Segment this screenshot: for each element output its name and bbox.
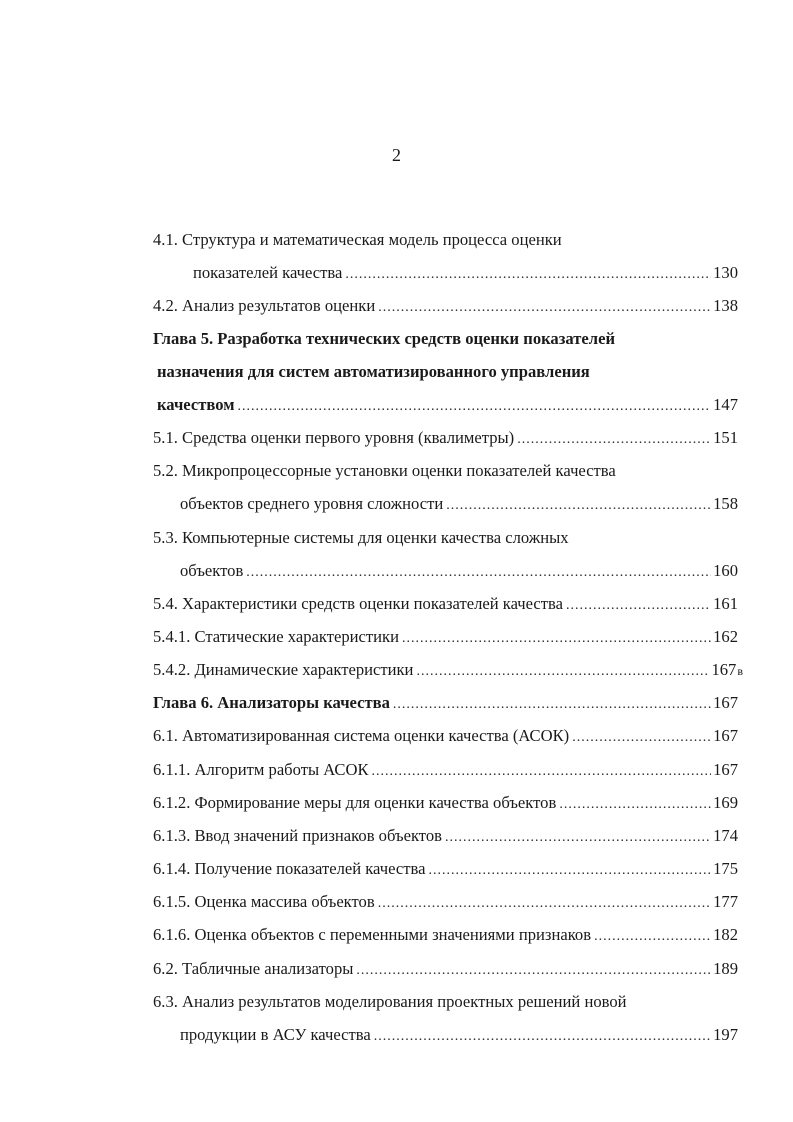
toc-page-number: 189 <box>713 959 738 978</box>
toc-page-number: 167 <box>713 693 738 712</box>
toc-entry-title: 5.4.1. Статические характеристики <box>153 627 399 646</box>
toc-entry-title: 5.4. Характеристики средств оценки показателей качества <box>153 594 564 613</box>
dot-leader <box>378 296 711 318</box>
dot-leader <box>572 726 711 748</box>
page-number: 2 <box>392 145 401 165</box>
page-annotation-mark: в <box>737 664 743 678</box>
toc-page-number: 177 <box>713 892 738 911</box>
toc-page-number: 182 <box>713 925 738 944</box>
dot-leader <box>416 660 709 682</box>
toc-chapter-5-line1: Глава 5. Разработка технических средств оценки показателей <box>153 329 616 348</box>
toc-page-number: 158 <box>713 494 738 513</box>
dot-leader <box>517 428 711 450</box>
toc-entry-4-1[interactable] <box>193 261 738 285</box>
dot-leader <box>374 1025 711 1047</box>
toc-entry-title: 6.1.3. Ввод значений признаков объектов <box>153 826 442 845</box>
toc-entry-title: Глава 6. Анализаторы качества <box>153 693 390 712</box>
toc-entry-title: 6.1.4. Получение показателей качества <box>153 859 426 878</box>
toc-page-number: 175 <box>713 859 738 878</box>
toc-entry-5-4[interactable] <box>153 592 738 616</box>
toc-page-number: 160 <box>713 561 738 580</box>
toc-entry-6-1-5[interactable] <box>153 890 738 914</box>
toc-entry-6-1[interactable] <box>153 724 738 748</box>
toc-page-number: 161 <box>713 594 738 613</box>
toc-entry-title: 6.1.5. Оценка массива объектов <box>153 892 375 911</box>
toc-entry-title: показателей качества <box>193 263 343 282</box>
toc-entry-5-4-2[interactable] <box>153 658 743 682</box>
toc-entry-4-1-line1: 4.1. Структура и математическая модель процесса оценки <box>153 230 562 249</box>
dot-leader <box>446 494 711 516</box>
toc-entry-5-4-1[interactable] <box>153 625 738 649</box>
toc-entry-4-2[interactable] <box>153 294 738 318</box>
dot-leader <box>445 826 711 848</box>
toc-page-number <box>711 658 743 682</box>
dot-leader <box>566 594 711 616</box>
dot-leader <box>393 693 711 715</box>
dot-leader <box>372 760 712 782</box>
dot-leader <box>402 627 711 649</box>
toc-entry-title: 6.1.2. Формирование меры для оценки качества объектов <box>153 793 557 812</box>
toc-page-number: 197 <box>713 1025 738 1044</box>
dot-leader <box>594 925 711 947</box>
toc-entry-title: 5.4.2. Динамические характеристики <box>153 660 414 679</box>
toc-entry-title: продукции в АСУ качества <box>180 1025 371 1044</box>
toc-entry-6-1-1[interactable] <box>153 758 738 782</box>
toc-entry-5-2[interactable] <box>180 492 738 516</box>
toc-entry-5-3-line1: 5.3. Компьютерные системы для оценки качества сложных <box>153 528 569 547</box>
toc-page-number: 130 <box>713 263 738 282</box>
toc-entry-title: 6.1. Автоматизированная система оценки качества (АСОК) <box>153 726 570 745</box>
dot-leader <box>378 892 711 914</box>
dot-leader <box>428 859 711 881</box>
toc-entry-title: 5.1. Средства оценки первого уровня (квалиметры) <box>153 428 515 447</box>
toc-page-value: 167 <box>711 660 737 679</box>
dot-leader <box>246 561 711 583</box>
toc-entry-5-3[interactable] <box>180 559 738 583</box>
toc-entry-5-1[interactable] <box>153 426 738 450</box>
toc-page-number: 162 <box>713 627 738 646</box>
toc-entry-title: 6.1.1. Алгоритм работы АСОК <box>153 760 369 779</box>
toc-entry-6-1-2[interactable] <box>153 791 738 815</box>
toc-entry-title: 6.2. Табличные анализаторы <box>153 959 354 978</box>
toc-page-number: 174 <box>713 826 738 845</box>
dot-leader <box>559 793 711 815</box>
dot-leader <box>238 395 712 417</box>
dot-leader <box>356 959 711 981</box>
toc-entry-6-1-6[interactable] <box>153 923 738 947</box>
toc-entry-5-2-line1: 5.2. Микропроцессорные установки оценки показателей качества <box>153 461 616 480</box>
toc-chapter-6[interactable] <box>153 691 738 715</box>
toc-page-number: 167 <box>713 726 738 745</box>
toc-entry-title: 4.2. Анализ результатов оценки <box>153 296 376 315</box>
toc-entry-6-2[interactable] <box>153 957 738 981</box>
toc-page-number: 169 <box>713 793 738 812</box>
toc-entry-6-1-3[interactable] <box>153 824 738 848</box>
dot-leader <box>345 263 711 285</box>
toc-entry-title: объектов <box>180 561 244 580</box>
toc-entry-title: качеством <box>157 395 235 414</box>
toc-page-number: 151 <box>713 428 738 447</box>
toc-page-number: 167 <box>713 760 738 779</box>
toc-entry-6-1-4[interactable] <box>153 857 738 881</box>
toc-page-number: 138 <box>713 296 738 315</box>
toc-chapter-5[interactable] <box>157 393 738 417</box>
toc-entry-6-3[interactable] <box>180 1023 738 1047</box>
toc-entry-title: 6.1.6. Оценка объектов с переменными значениями признаков <box>153 925 592 944</box>
toc-chapter-5-line2: назначения для систем автоматизированного управления <box>157 362 590 381</box>
toc-entry-title: объектов среднего уровня сложности <box>180 494 444 513</box>
toc-entry-6-3-line1: 6.3. Анализ результатов моделирования проектных решений новой <box>153 992 627 1011</box>
toc-page-number: 147 <box>713 395 738 414</box>
